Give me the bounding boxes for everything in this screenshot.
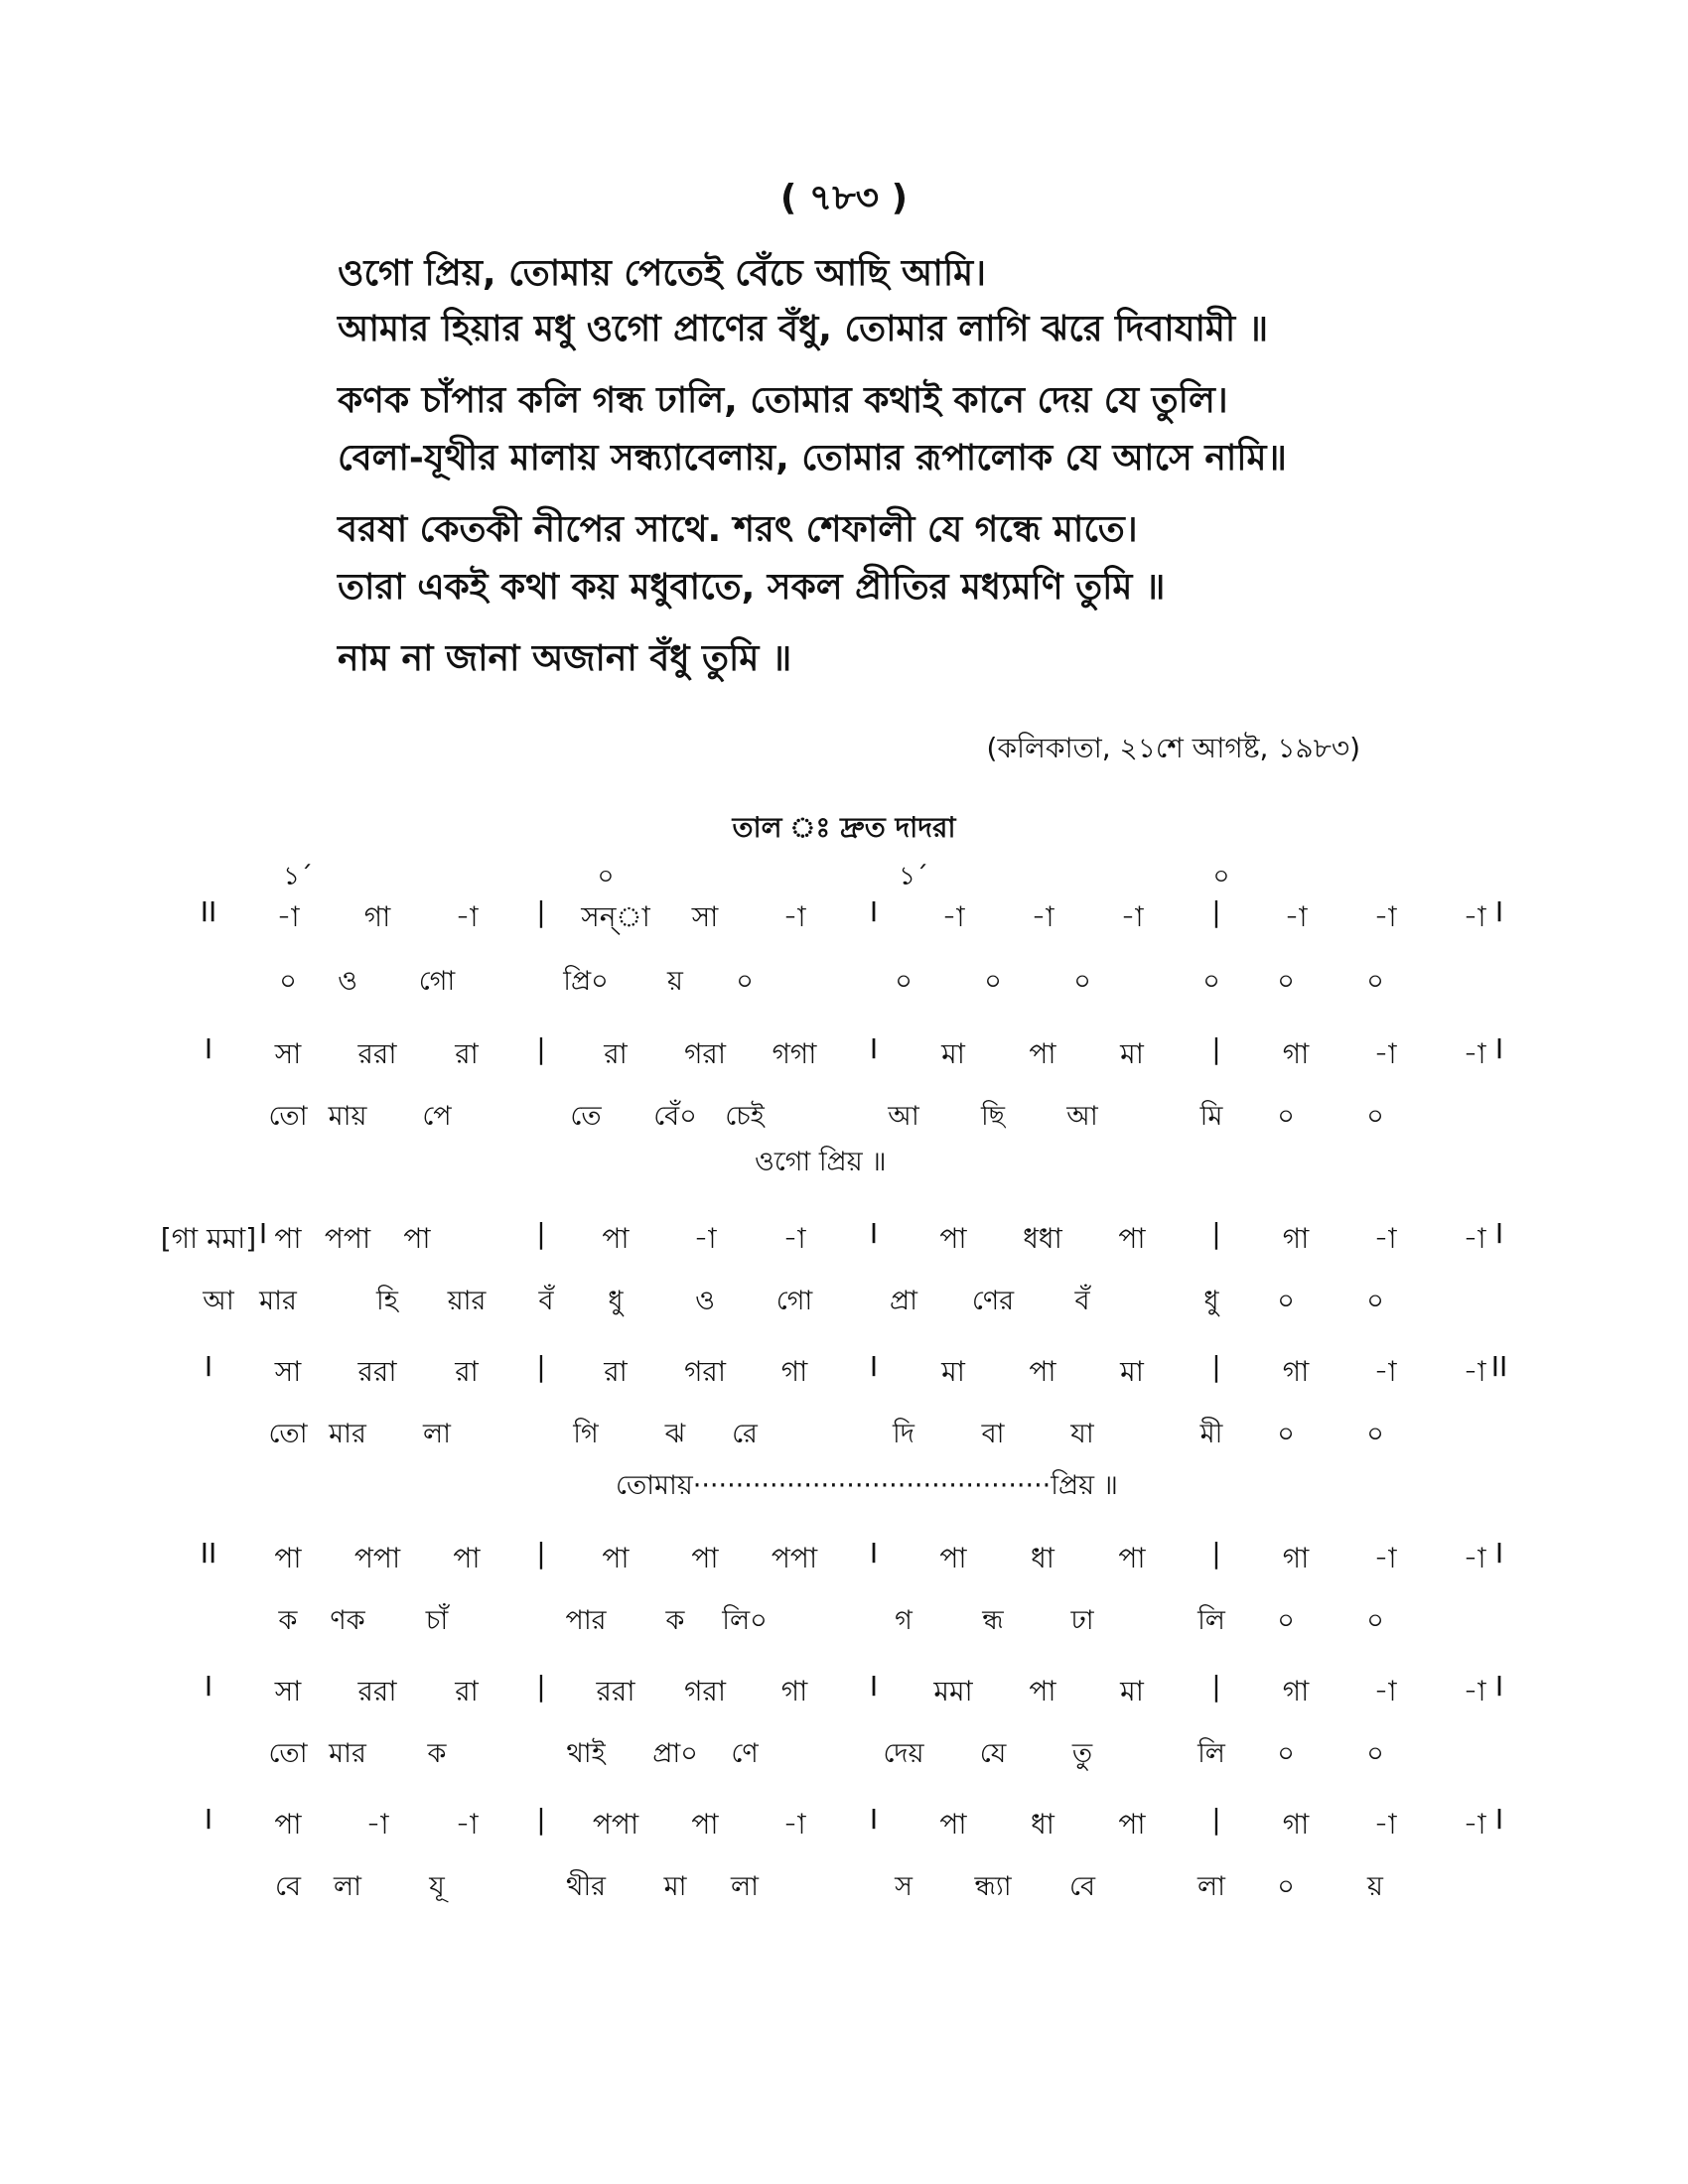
lyric-syllable: চেই	[725, 1101, 765, 1132]
lyric-syllable: লি০	[722, 1605, 768, 1636]
swara-note: -া	[693, 1222, 717, 1255]
swara-note: -া	[1373, 900, 1397, 933]
lyric-syllable: মা	[663, 1871, 687, 1902]
beat-mark: ০	[1212, 862, 1230, 891]
lyric-syllable: চাঁ	[425, 1605, 449, 1636]
swara-note: মা	[1120, 1355, 1144, 1388]
lyric-syllable: যূ	[429, 1871, 445, 1902]
tala-title: তাল ঃ দ্রুত দাদরা	[732, 811, 956, 844]
lyric-syllable: ০	[1366, 1286, 1384, 1316]
beat-mark: ১´	[899, 862, 928, 891]
swara-note: সা	[274, 1355, 302, 1388]
swara-note: পা	[1118, 1542, 1146, 1574]
lyric-syllable: ০	[1277, 1605, 1295, 1636]
swara-note: গা	[1282, 1808, 1310, 1841]
swara-note: |	[536, 1032, 546, 1065]
swara-note: গগা	[772, 1037, 817, 1070]
swara-row	[189, 895, 1509, 939]
swara-note: পা	[691, 1542, 719, 1574]
lyric-syllable: গো	[418, 966, 456, 997]
swara-row	[160, 1217, 1509, 1261]
lyric-syllable: ০	[1277, 1871, 1295, 1902]
swara-note: I	[869, 1670, 879, 1703]
swara-note: পা	[274, 1542, 302, 1574]
lyric-syllable: ণে	[731, 1738, 759, 1769]
swara-note: ধা	[1031, 1808, 1055, 1841]
lyric-syllable: ছি	[980, 1101, 1006, 1132]
page-number: ( ৭৮৩ )	[779, 178, 909, 218]
swara-note: গা	[1282, 1222, 1310, 1255]
swara-note: I	[1494, 895, 1504, 928]
beat-mark: ১´	[283, 862, 313, 891]
swara-note: পা	[274, 1222, 302, 1255]
lyric-syllable: থাই	[566, 1738, 606, 1769]
swara-note: পা	[939, 1808, 967, 1841]
lyric-syllable: পে	[422, 1101, 452, 1132]
swara-note: |	[1211, 1803, 1221, 1836]
lyric-line: বেলা-যূথীর মালায় সন্ধ্যাবেলায়, তোমার রূপালোক যে আসে নামি॥	[338, 438, 1287, 478]
swara-row	[189, 1032, 1509, 1076]
swara-note: পা	[1118, 1808, 1146, 1841]
lyric-syllable: য়	[1367, 1871, 1383, 1902]
swara-note: গা	[1282, 1037, 1310, 1070]
swara-note: ররা	[357, 1037, 397, 1070]
swara-note: |	[1211, 1217, 1221, 1250]
swara-note: I	[204, 1032, 213, 1065]
swara-note: |	[1211, 1537, 1221, 1570]
lyric-syllable: মি	[1199, 1101, 1223, 1132]
swara-note: -া	[1031, 900, 1055, 933]
lyric-syllable: মার	[259, 1286, 297, 1316]
swara-note: গা	[1282, 1675, 1310, 1707]
lyric-syllable-row	[189, 1600, 1509, 1644]
lyric-syllable: য়ার	[447, 1286, 487, 1316]
swara-row	[189, 1803, 1509, 1846]
lyric-syllable: ণক	[330, 1605, 365, 1636]
swara-note: -া	[365, 1808, 389, 1841]
lyric-syllable: গ	[895, 1605, 913, 1636]
swara-note: গরা	[684, 1037, 726, 1070]
swara-note: রা	[604, 1355, 628, 1388]
swara-note: II	[1490, 1350, 1508, 1383]
swara-note: I	[1494, 1537, 1504, 1570]
lyric-syllable: ০	[1073, 966, 1091, 997]
swara-note: গা	[780, 1355, 808, 1388]
lyric-syllable: আ	[888, 1101, 919, 1132]
lyric-syllable: ও	[338, 966, 357, 997]
lyric-line: ওগো প্রিয়, তোমায় পেতেই বেঁচে আছি আমি।	[338, 253, 986, 294]
swara-note: গা	[1282, 1542, 1310, 1574]
swara-note: -া	[1120, 900, 1144, 933]
swara-note: -া	[1463, 1355, 1486, 1388]
lyric-syllable: আ	[203, 1286, 234, 1316]
lyric-syllable-row	[189, 1281, 1509, 1324]
swara-note: II	[200, 1537, 217, 1570]
swara-note: -া	[1373, 1037, 1397, 1070]
swara-note: -া	[1463, 900, 1486, 933]
swara-note: পা	[602, 1222, 630, 1255]
swara-note: সা	[274, 1037, 302, 1070]
swara-note: মা	[1120, 1675, 1144, 1707]
swara-note: পা	[602, 1542, 630, 1574]
lyric-syllable: ০	[1277, 1419, 1295, 1449]
lyric-line: বরষা কেতকী নীপের সাথে. শরৎ শেফালী যে গন্ধে মাতে।	[338, 509, 1138, 550]
lyric-syllable: ০	[1277, 1101, 1295, 1132]
lyric-line: নাম না জানা অজানা বঁধু তুমি ॥	[338, 638, 792, 679]
lyric-syllable: আ	[1066, 1101, 1098, 1132]
swara-note: I	[1494, 1670, 1504, 1703]
swara-note: [গা মমা]	[160, 1222, 257, 1255]
lyric-syllable: ন্ধ্যা	[974, 1871, 1012, 1902]
swara-note: ররা	[357, 1355, 397, 1388]
lyric-syllable: লা	[334, 1871, 361, 1902]
swara-note: ধধা	[1023, 1222, 1062, 1255]
lyric-syllable: দি	[893, 1419, 914, 1449]
lyric-syllable: ও	[695, 1286, 715, 1316]
swara-note: -া	[782, 1808, 806, 1841]
swara-note: ধা	[1031, 1542, 1055, 1574]
swara-note: পপা	[353, 1542, 401, 1574]
lyric-syllable: স	[895, 1871, 913, 1902]
swara-row	[189, 1670, 1509, 1713]
lyric-syllable-row	[189, 961, 1509, 1005]
lyric-syllable-row	[189, 1733, 1509, 1777]
swara-note: -া	[1463, 1222, 1486, 1255]
lyric-syllable: ০	[1366, 1738, 1384, 1769]
swara-note: |	[536, 1670, 546, 1703]
lyric-syllable: দেয়	[883, 1738, 924, 1769]
swara-note: I	[869, 895, 879, 928]
lyric-syllable: লা	[1197, 1871, 1225, 1902]
swara-note: |	[536, 1350, 546, 1383]
swara-note: মা	[1120, 1037, 1144, 1070]
lyric-syllable: য়	[667, 966, 683, 997]
swara-note: -া	[1373, 1808, 1397, 1841]
lyric-syllable: ক	[665, 1605, 685, 1636]
lyric-syllable: তো	[268, 1101, 308, 1132]
swara-note: |	[536, 1537, 546, 1570]
swara-note: I	[204, 1670, 213, 1703]
lyric-syllable: বেঁ০	[653, 1101, 697, 1132]
lyric-syllable: বঁ	[1074, 1286, 1090, 1316]
lyric-syllable-row	[189, 1414, 1509, 1457]
swara-note: -া	[1373, 1222, 1397, 1255]
lyric-syllable: লা	[731, 1871, 759, 1902]
swara-note: |	[1211, 1670, 1221, 1703]
lyric-syllable: গি	[573, 1419, 599, 1449]
swara-note: -া	[1373, 1355, 1397, 1388]
lyric-syllable: বে	[275, 1871, 301, 1902]
lyric-syllable: ঝ	[664, 1419, 686, 1449]
lyric-syllable: গো	[775, 1286, 813, 1316]
lyric-syllable: ০	[1366, 1419, 1384, 1449]
swara-note: পপা	[324, 1222, 371, 1255]
swara-note: I	[869, 1350, 879, 1383]
lyric-syllable: ০	[1277, 966, 1295, 997]
lyric-syllable: ০	[1202, 966, 1220, 997]
refrain-text: তোমায়··········································প্রিয় ॥	[616, 1470, 1118, 1501]
lyric-syllable: বে	[1069, 1871, 1095, 1902]
lyric-syllable: ক	[278, 1605, 298, 1636]
swara-note: -া	[1373, 1675, 1397, 1707]
swara-note: রা	[455, 1355, 479, 1388]
swara-note: -া	[1463, 1675, 1486, 1707]
lyric-syllable: ০	[279, 966, 297, 997]
swara-row	[189, 1350, 1509, 1394]
swara-note: |	[536, 1217, 546, 1250]
lyric-syllable: ণের	[971, 1286, 1015, 1316]
swara-note: I	[869, 1537, 879, 1570]
swara-note: I	[258, 1217, 268, 1250]
beat-marks-row	[189, 856, 1509, 899]
lyric-syllable: ০	[1277, 1286, 1295, 1316]
swara-note: II	[200, 895, 217, 928]
swara-note: -া	[1463, 1808, 1486, 1841]
lyric-syllable-row	[189, 1096, 1509, 1140]
swara-note: মমা	[933, 1675, 973, 1707]
lyric-syllable: লি	[1197, 1605, 1225, 1636]
swara-note: -া	[1373, 1542, 1397, 1574]
lyric-syllable: মী	[1199, 1419, 1223, 1449]
swara-note: সা	[691, 900, 719, 933]
lyric-syllable: তো	[268, 1738, 308, 1769]
swara-note: পা	[939, 1222, 967, 1255]
lyric-syllable: ০	[736, 966, 754, 997]
swara-note: -া	[455, 900, 479, 933]
lyric-syllable: ০	[1277, 1738, 1295, 1769]
swara-note: I	[204, 1350, 213, 1383]
swara-note: পা	[1029, 1037, 1056, 1070]
swara-note: পা	[403, 1222, 431, 1255]
lyric-syllable: তু	[1071, 1738, 1093, 1769]
swara-note: I	[1494, 1217, 1504, 1250]
lyric-syllable: বা	[981, 1419, 1005, 1449]
lyric-syllable: ধু	[1203, 1286, 1219, 1316]
swara-note: I	[869, 1032, 879, 1065]
swara-note: ররা	[596, 1675, 635, 1707]
swara-note: -া	[1284, 900, 1308, 933]
lyric-syllable-row	[189, 1866, 1509, 1910]
lyric-syllable: ০	[1366, 966, 1384, 997]
lyric-syllable: যা	[1070, 1419, 1094, 1449]
swara-note: পা	[1118, 1222, 1146, 1255]
lyric-syllable: যে	[979, 1738, 1007, 1769]
lyric-syllable: লা	[423, 1419, 451, 1449]
swara-note: পা	[691, 1808, 719, 1841]
lyric-syllable: রে	[732, 1419, 758, 1449]
swara-note: গা	[363, 900, 391, 933]
lyric-syllable: ন্ধ	[982, 1605, 1004, 1636]
swara-note: মা	[941, 1355, 965, 1388]
swara-note: সন্া	[581, 900, 650, 933]
swara-note: পপা	[771, 1542, 818, 1574]
swara-note: -া	[782, 900, 806, 933]
lyric-syllable: পার	[565, 1605, 607, 1636]
lyric-syllable: তে	[570, 1101, 602, 1132]
lyric-syllable: মার	[329, 1738, 366, 1769]
lyric-syllable: ঢা	[1070, 1605, 1094, 1636]
swara-note: সা	[274, 1675, 302, 1707]
swara-note: গরা	[684, 1675, 726, 1707]
lyric-line: কণক চাঁপার কলি গন্ধ ঢালি, তোমার কথাই কানে দেয় যে তুলি।	[338, 380, 1228, 421]
date-note: (কলিকাতা, ২১শে আগষ্ট, ১৯৮৩)	[986, 732, 1360, 764]
swara-note: গরা	[684, 1355, 726, 1388]
swara-note: |	[1211, 895, 1221, 928]
lyric-syllable: ধু	[608, 1286, 624, 1316]
lyric-syllable: ক	[427, 1738, 447, 1769]
swara-note: -া	[1463, 1037, 1486, 1070]
swara-note: I	[869, 1803, 879, 1836]
lyric-syllable: মার	[329, 1419, 366, 1449]
lyric-syllable: প্রি০	[563, 966, 609, 997]
lyric-syllable: হি	[376, 1286, 398, 1316]
swara-note: রা	[455, 1037, 479, 1070]
swara-note: |	[1211, 1350, 1221, 1383]
swara-note: -া	[782, 1222, 806, 1255]
swara-note: |	[536, 895, 546, 928]
lyric-syllable: মায়	[328, 1101, 367, 1132]
swara-note: I	[1494, 1803, 1504, 1836]
swara-note: |	[536, 1803, 546, 1836]
beat-mark: ০	[597, 862, 615, 891]
swara-note: I	[869, 1217, 879, 1250]
lyric-syllable: প্রা০	[652, 1738, 698, 1769]
lyric-syllable: বঁ	[538, 1286, 554, 1316]
swara-note: -া	[455, 1808, 479, 1841]
lyric-syllable: ০	[1366, 1605, 1384, 1636]
swara-note: পা	[939, 1542, 967, 1574]
refrain-text: ওগো প্রিয় ॥	[755, 1147, 887, 1177]
swara-note: I	[204, 1803, 213, 1836]
swara-note: পা	[453, 1542, 481, 1574]
swara-note: -া	[1463, 1542, 1486, 1574]
swara-note: গা	[780, 1675, 808, 1707]
swara-note: -া	[941, 900, 965, 933]
lyric-line: তারা একই কথা কয় মধুবাতে, সকল প্রীতির মধ্যমণি তুমি ॥	[338, 567, 1166, 608]
lyric-syllable: ০	[895, 966, 913, 997]
swara-note: I	[1494, 1032, 1504, 1065]
lyric-syllable: থীর	[565, 1871, 607, 1902]
swara-note: পা	[1029, 1675, 1056, 1707]
swara-note: -া	[276, 900, 300, 933]
lyric-syllable: ০	[984, 966, 1002, 997]
swara-note: |	[1211, 1032, 1221, 1065]
swara-note: গা	[1282, 1355, 1310, 1388]
lyric-syllable: তো	[268, 1419, 308, 1449]
lyric-syllable: প্রা	[890, 1286, 917, 1316]
lyric-syllable: লি	[1197, 1738, 1225, 1769]
swara-row	[189, 1537, 1509, 1580]
swara-note: পপা	[592, 1808, 639, 1841]
swara-note: পা	[274, 1808, 302, 1841]
swara-note: পা	[1029, 1355, 1056, 1388]
lyric-line: আমার হিয়ার মধু ওগো প্রাণের বঁধু, তোমার লাগি ঝরে দিবাযামী ॥	[338, 309, 1269, 349]
swara-note: ররা	[357, 1675, 397, 1707]
swara-note: মা	[941, 1037, 965, 1070]
swara-note: রা	[455, 1675, 479, 1707]
swara-note: রা	[604, 1037, 628, 1070]
lyric-syllable: ০	[1366, 1101, 1384, 1132]
